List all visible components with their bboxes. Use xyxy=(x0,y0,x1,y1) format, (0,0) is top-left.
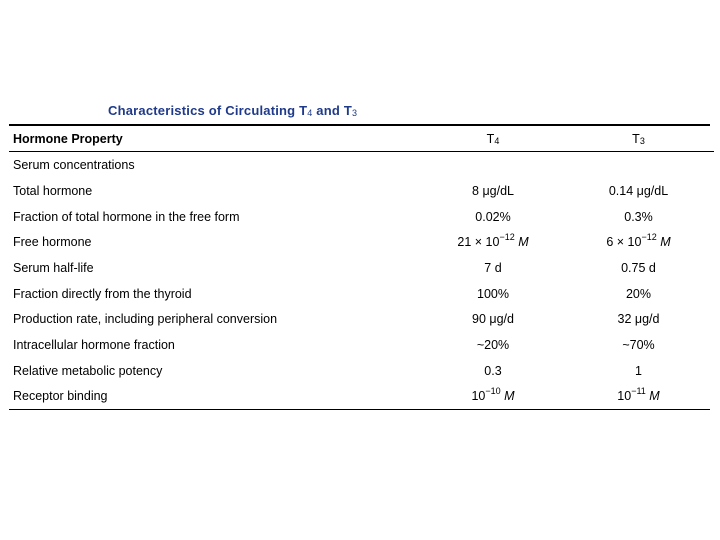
table-row xyxy=(9,229,714,255)
value-base: 10 xyxy=(471,389,486,404)
row-value-t3: 0.14 μg/dL xyxy=(608,183,669,198)
value-base: 6 × 10 xyxy=(606,235,642,250)
title-mid: and T xyxy=(312,103,352,118)
value-unit: M xyxy=(518,235,529,250)
title-text: Characteristics of Circulating T xyxy=(108,103,308,118)
header-t3: $T_3$ xyxy=(563,126,714,152)
table-row xyxy=(9,358,714,384)
row-value-t4: 90 μg/d xyxy=(472,312,514,327)
row-property: Free hormone xyxy=(13,235,92,250)
table-row xyxy=(9,306,714,332)
row-value-t3 xyxy=(563,152,714,179)
title-sub-t3: 3 xyxy=(351,108,358,118)
value-unit: M xyxy=(504,389,515,404)
title-sub-t4: 4 xyxy=(307,108,313,118)
table-row xyxy=(9,178,714,204)
value-unit: M xyxy=(649,389,660,404)
row-property: Relative metabolic potency xyxy=(13,363,163,378)
row-value-t3: 0.75 d xyxy=(621,260,656,275)
value-exponent: −12 xyxy=(499,232,515,243)
row-property: Fraction of total hormone in the free form xyxy=(13,209,240,224)
table-row xyxy=(9,332,714,358)
row-property: Serum concentrations xyxy=(13,158,135,172)
value-exponent: −11 xyxy=(631,386,646,397)
header-property: Hormone Property xyxy=(9,126,423,152)
row-property: Production rate, including peripheral conversion xyxy=(13,312,278,327)
row-value-t4 xyxy=(423,384,563,410)
row-property: Fraction directly from the thyroid xyxy=(13,286,192,301)
value-base: 10 xyxy=(617,389,632,404)
row-property: Serum half-life xyxy=(13,260,94,275)
row-value-t4: 7 d xyxy=(484,260,502,275)
row-property: Intracellular hormone fraction xyxy=(13,337,175,352)
value-unit: M xyxy=(660,235,671,250)
row-value-t3 xyxy=(563,384,714,410)
hormone-table xyxy=(9,124,710,410)
row-value-t4: 0.3 xyxy=(484,363,502,378)
row-value-t3: 1 xyxy=(635,363,642,378)
row-value-t4: ~20% xyxy=(476,337,510,352)
table-row xyxy=(9,204,714,230)
row-value-t4: 8 μg/dL xyxy=(472,183,514,198)
row-value-t4 xyxy=(423,229,563,255)
value-exponent: −10 xyxy=(485,386,501,397)
value-base: 21 × 10 xyxy=(457,235,500,250)
row-value-t4: 100% xyxy=(477,286,509,301)
row-value-t3 xyxy=(563,229,714,255)
row-value-t3: 0.3% xyxy=(624,209,653,224)
row-property: Total hormone xyxy=(13,183,93,198)
table-title xyxy=(108,103,357,118)
header-t4: $T_4$ xyxy=(423,126,563,152)
value-exponent: −12 xyxy=(641,232,657,243)
row-value-t3: ~70% xyxy=(622,337,655,352)
row-value-t3: 20% xyxy=(625,286,652,301)
header-row xyxy=(9,126,714,152)
row-property: Receptor binding xyxy=(13,389,108,404)
table-row xyxy=(9,384,714,410)
row-value-t4: 0.02% xyxy=(475,209,511,224)
row-value-t4 xyxy=(423,152,563,179)
table-row xyxy=(9,281,714,307)
table-row xyxy=(9,152,714,179)
table-row xyxy=(9,255,714,281)
row-value-t3: 32 μg/d xyxy=(617,312,660,327)
